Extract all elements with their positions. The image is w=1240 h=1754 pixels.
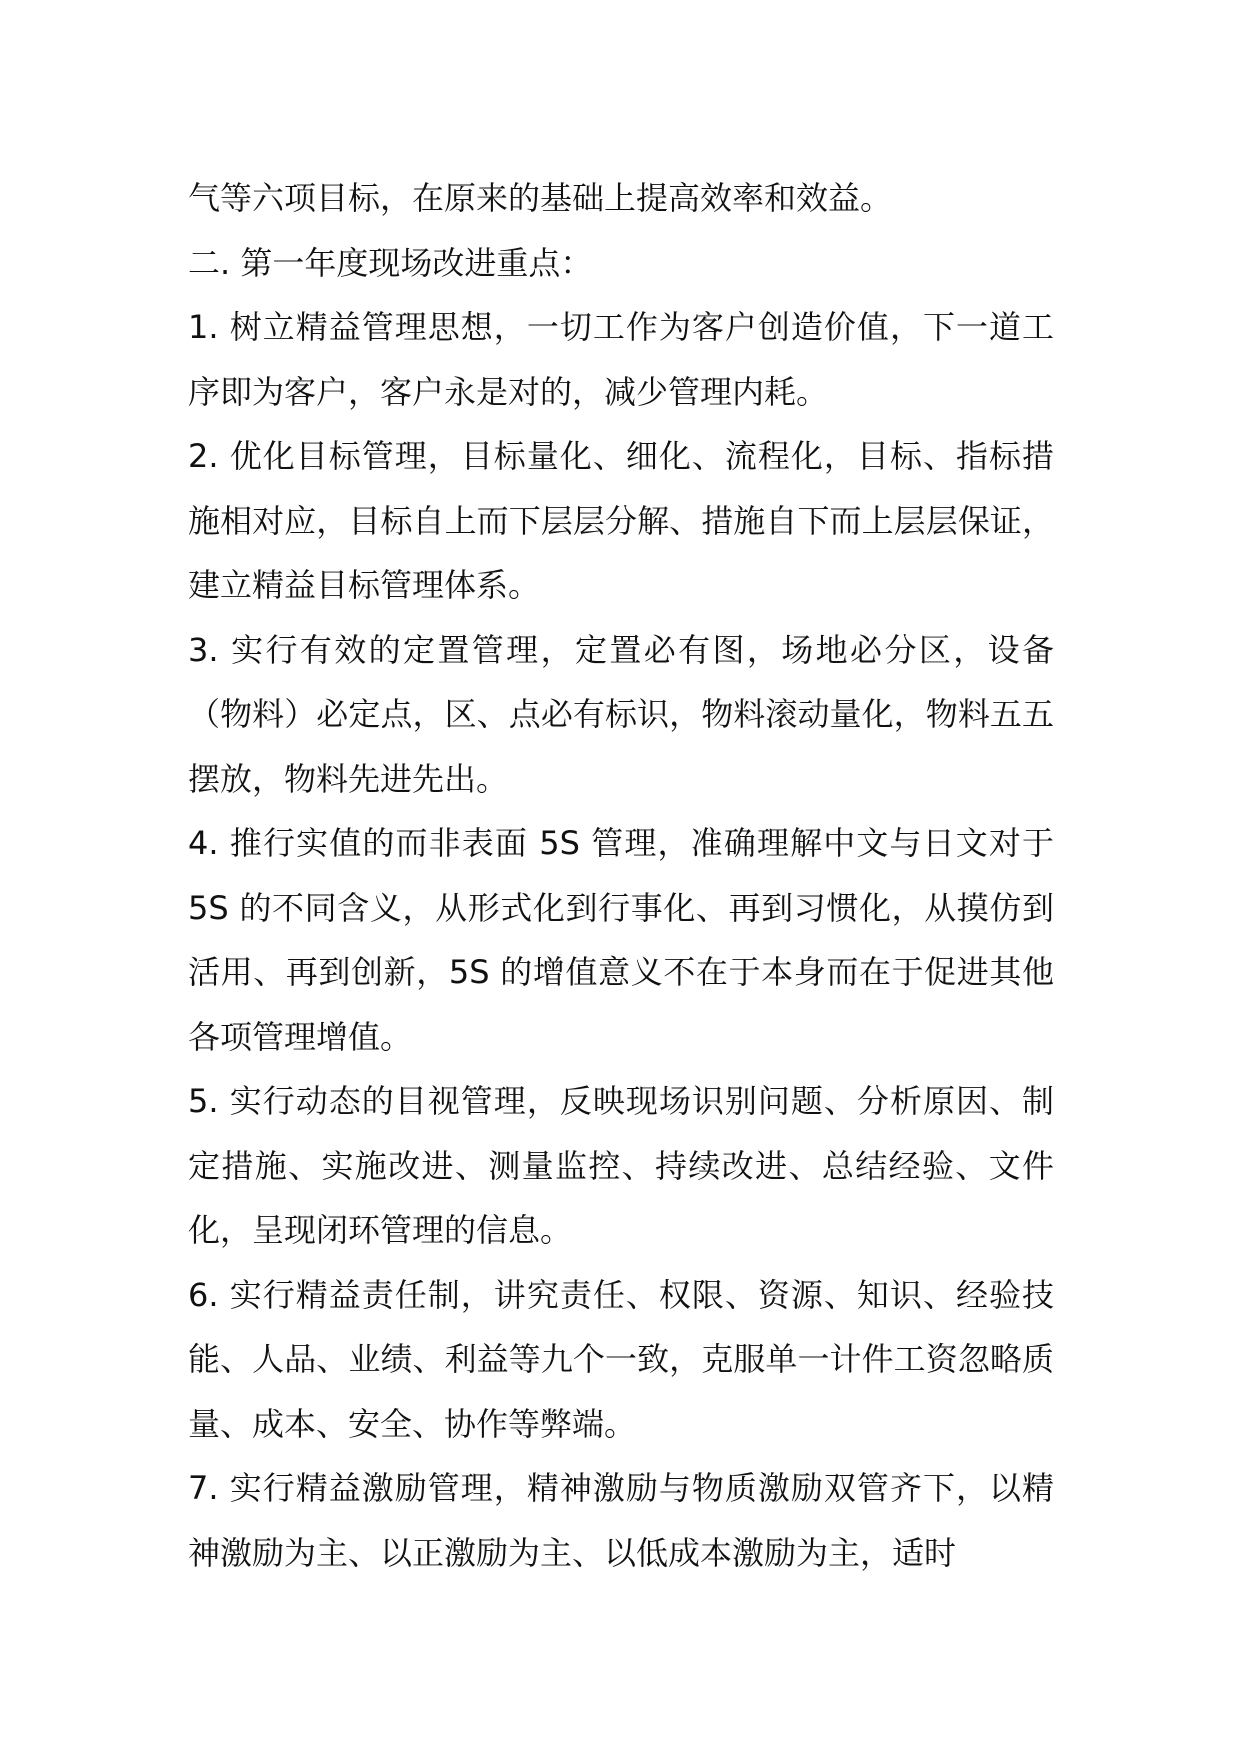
paragraph-continuation: 气等六项目标，在原来的基础上提高效率和效益。 <box>188 179 893 217</box>
list-item-3: 3. 实行有效的定置管理，定置必有图，场地必分区，设备（物料）必定点，区、点必有标识，物料滚动量化，物料五五摆放，物料先进先出。 <box>188 630 1054 798</box>
list-item-1: 1. 树立精益管理思想，一切工作为客户创造价值，下一道工序即为客户，客户永是对的，减少管理内耗。 <box>188 308 1054 411</box>
document-body <box>188 166 1054 1585</box>
section-heading: 二. 第一年度现场改进重点： <box>188 243 593 282</box>
list-item-7: 7. 实行精益激励管理，精神激励与物质激励双管齐下，以精神激励为主、以正激励为主、以低成本激励为主，适时 <box>188 1469 1054 1572</box>
list-item-4: 4. 推行实值的而非表面 5S 管理，准确理解中文与日文对于 5S 的不同含义，从形式化到行事化、再到习惯化，从摸仿到活用、再到创新，5S 的增值意义不在于本身而在于促进其他各项管理增值。 <box>188 824 1054 1056</box>
list-item-5: 5. 实行动态的目视管理，反映现场识别问题、分析原因、制定措施、实施改进、测量监控、持续改进、总结经验、文件化，呈现闭环管理的信息。 <box>188 1082 1054 1249</box>
list-item-2: 2. 优化目标管理，目标量化、细化、流程化，目标、指标措施相对应，目标自上而下层层分解、措施自下而上层层保证，建立精益目标管理体系。 <box>188 437 1054 604</box>
list-item-6: 6. 实行精益责任制，讲究责任、权限、资源、知识、经验技能、人品、业绩、利益等九个一致，克服单一计件工资忽略质量、成本、安全、协作等弊端。 <box>188 1275 1054 1443</box>
